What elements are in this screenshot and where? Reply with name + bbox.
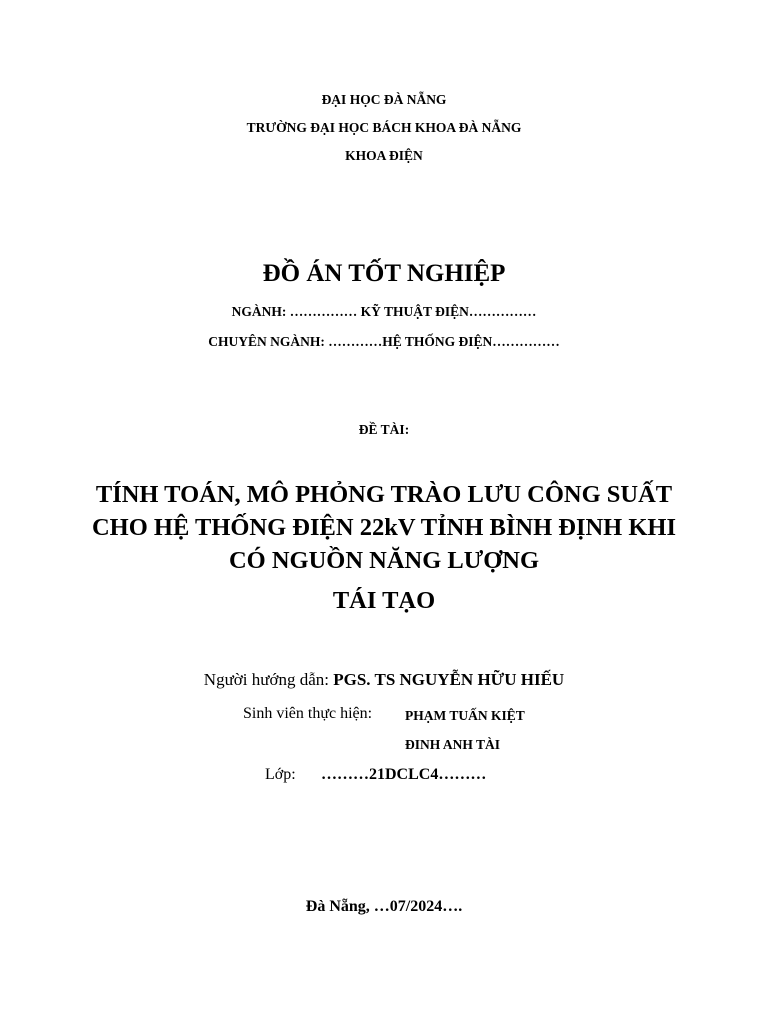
advisor-name: PGS. TS NGUYỄN HỮU HIẾU [333,670,565,689]
advisor-row [0,670,768,690]
faculty-name: KHOA ĐIỆN [345,148,423,163]
school-name: TRƯỜNG ĐẠI HỌC BÁCH KHOA ĐÀ NẴNG [246,120,522,135]
advisor-label: Người hướng dẫn: [203,670,329,689]
class-value: ………21DCLC4……… [321,766,487,783]
student-name-1: PHẠM TUẤN KIỆT [405,708,525,723]
student-name-2: ĐINH ANH TÀI [405,737,501,752]
document-title: ĐỒ ÁN TỐT NGHIỆP [262,260,506,287]
topic-label: ĐỀ TÀI: [358,422,410,437]
specialization-line: CHUYÊN NGÀNH: …………HỆ THỐNG ĐIỆN…………… [208,334,560,349]
topic-title: TÍNH TOÁN, MÔ PHỎNG TRÀO LƯU CÔNG SUẤT CHO HỆ THỐNG ĐIỆN 22kV TỈNH BÌNH ĐỊNH KHI CÓ NGUỒN NĂNG LƯỢNG [91,481,677,574]
students-label: Sinh viên thực hiện: [243,705,373,722]
place-date: Đà Nẵng, …07/2024…. [305,898,463,915]
class-label: Lớp: [265,766,296,783]
university-name: ĐẠI HỌC ĐÀ NẴNG [321,92,447,107]
topic-title-last-line: TÁI TẠO [332,587,436,614]
major-line: NGÀNH: …………… KỸ THUẬT ĐIỆN…………… [231,304,537,319]
